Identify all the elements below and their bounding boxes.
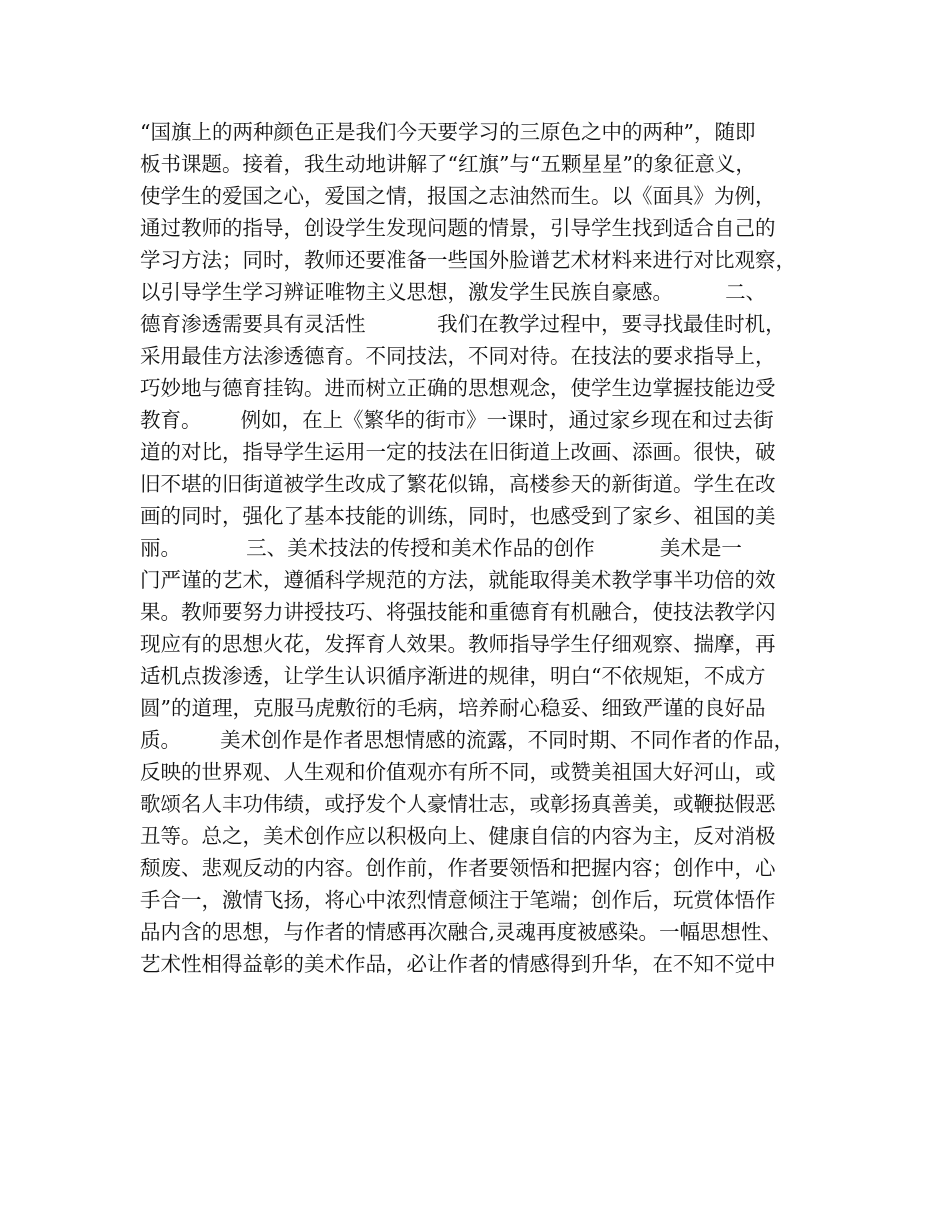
text-line: 质。 美术创作是作者思想情感的流露，不同时期、不同作者的作品， [140, 728, 795, 752]
text-line: 丑等。总之，美术创作应以积极向上、健康自信的内容为主，反对消极 [140, 824, 776, 848]
text-line: 颓废、悲观反动的内容。创作前，作者要领悟和把握内容；创作中，心 [140, 856, 776, 880]
text-line: 画的同时，强化了基本技能的训练，同时，也感受到了家乡、祖国的美 [140, 504, 776, 528]
body-text [140, 116, 840, 980]
text-line: 手合一，激情飞扬，将心中浓烈情意倾注于笔端；创作后，玩赏体悟作 [140, 888, 776, 912]
text-line: “国旗上的两种颜色正是我们今天要学习的三原色之中的两种”，随即 [140, 120, 756, 144]
text-line: 艺术性相得益彰的美术作品，必让作者的情感得到升华，在不知不觉中 [140, 952, 776, 976]
text-line: 教育。 例如，在上《繁华的街市》一课时，通过家乡现在和过去街 [140, 408, 774, 432]
text-line: 反映的世界观、人生观和价值观亦有所不同，或赞美祖国大好河山，或 [140, 760, 776, 784]
text-line: 歌颂名人丰功伟绩，或抒发个人豪情壮志，或彰扬真善美，或鞭挞假恶 [140, 792, 776, 816]
text-line: 通过教师的指导，创设学生发现问题的情景，引导学生找到适合自己的 [140, 216, 776, 240]
text-line: 门严谨的艺术，遵循科学规范的方法，就能取得美术教学事半功倍的效 [140, 568, 776, 592]
text-line: 丽。 三、美术技法的传授和美术作品的创作 美术是一 [140, 536, 742, 560]
text-line: 采用最佳方法渗透德育。不同技法，不同对待。在技法的要求指导上， [140, 344, 776, 368]
text-line: 使学生的爱国之心，爱国之情，报国之志油然而生。以《面具》为例， [140, 184, 776, 208]
text-line: 巧妙地与德育挂钩。进而树立正确的思想观念，使学生边掌握技能边受 [140, 376, 776, 400]
text-line: 学习方法；同时，教师还要准备一些国外脸谱艺术材料来进行对比观察， [140, 248, 796, 272]
text-line: 现应有的思想火花，发挥育人效果。教师指导学生仔细观察、揣摩，再 [140, 632, 776, 656]
text-line: 德育渗透需要具有灵活性 我们在教学过程中，要寻找最佳时机， [140, 312, 786, 336]
text-line: 道的对比，指导学生运用一定的技法在旧街道上改画、添画。很快，破 [140, 440, 776, 464]
text-line: 品内含的思想，与作者的情感再次融合,灵魂再度被感染。一幅思想性、 [140, 920, 783, 944]
text-line: 适机点拨渗透，让学生认识循序渐进的规律，明白“不依规矩，不成方 [140, 664, 766, 688]
text-line: 旧不堪的旧街道被学生改成了繁花似锦，高楼参天的新街道。学生在改 [140, 472, 776, 496]
text-line: 以引导学生学习辨证唯物主义思想，激发学生民族自豪感。 二、 [140, 280, 767, 304]
text-line: 圆”的道理，克服马虎敷衍的毛病，培养耐心稳妥、细致严谨的良好品 [140, 696, 766, 720]
text-line: 板书课题。接着，我生动地讲解了“红旗”与“五颗星星”的象征意义， [140, 152, 756, 176]
text-line: 果。教师要努力讲授技巧、将强技能和重德育有机融合，使技法教学闪 [140, 600, 776, 624]
